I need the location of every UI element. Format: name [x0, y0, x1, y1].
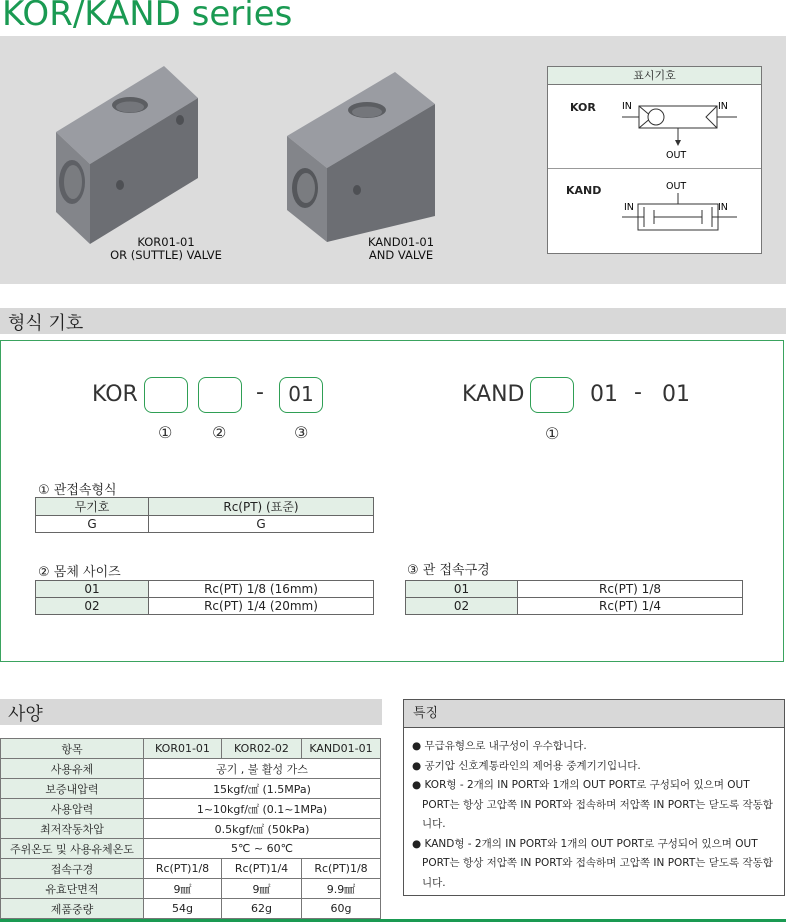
kor-valve-image	[50, 64, 200, 244]
table-cell: 9.9㎟	[302, 879, 381, 899]
kand-num-1: ①	[545, 424, 560, 443]
table-cell: 54g	[144, 899, 222, 919]
kor-code-box-3: 01	[279, 377, 323, 413]
table-row	[1, 759, 381, 779]
table-row	[406, 598, 743, 615]
features-list	[404, 728, 784, 893]
spec-table	[0, 738, 381, 919]
bottom-rule	[0, 919, 786, 922]
table-cell: 보증내압력	[1, 779, 144, 799]
kand-part-2: 01	[590, 382, 618, 407]
kand-code-box-1	[530, 377, 574, 413]
table-cell: Rc(PT)1/4	[222, 859, 302, 879]
kor-code-box-1	[144, 377, 188, 413]
table-cell: 최저작동차압	[1, 819, 144, 839]
kand-in-right: IN	[718, 202, 728, 213]
kor-prefix: KOR	[92, 382, 138, 407]
table-cell: Rc(PT) 1/4	[518, 598, 743, 615]
spec-title: 사양	[8, 704, 43, 725]
kor-caption-type: OR (SUTTLE) VALVE	[110, 248, 222, 262]
list-item: ● 공기압 신호계통라인의 제어용 중계기기입니다.	[412, 759, 641, 772]
table-cell: 01	[406, 581, 518, 598]
body-size-table	[35, 580, 374, 615]
table-cell: 02	[36, 598, 149, 615]
table-row	[1, 799, 381, 819]
table-cell: 01	[36, 581, 149, 598]
table-cell: 제품중량	[1, 899, 144, 919]
kor-out: OUT	[666, 150, 687, 161]
table-cell: 접속구경	[1, 859, 144, 879]
list-item: ● KOR형 - 2개의 IN PORT와 1개의 OUT PORT로 구성되어 있으며 OUT PORT는 항상 고압쪽 IN PORT와 접속하며 저압쪽 IN PORT는 닫도록 작동합니다.	[412, 779, 773, 830]
table-row	[1, 779, 381, 799]
kand-valve-image	[283, 70, 439, 250]
kand-dash: -	[634, 380, 642, 405]
kor-in-right: IN	[718, 101, 728, 112]
table-cell: 항목	[1, 739, 144, 759]
table-row	[1, 859, 381, 879]
table-cell: 5℃ ~ 60℃	[144, 839, 381, 859]
table-row	[1, 899, 381, 919]
table-cell: KOR02-02	[222, 739, 302, 759]
table-cell: KOR01-01	[144, 739, 222, 759]
table-cell: Rc(PT)1/8	[302, 859, 381, 879]
table-cell: 15kgf/㎠ (1.5MPa)	[144, 779, 381, 799]
features-title: 특징	[404, 700, 784, 728]
list-item: ● 무급유형으로 내구성이 우수합니다.	[412, 740, 587, 752]
kand-symbol-label: KAND	[566, 184, 602, 197]
model-code-title: 형식 기호	[8, 313, 84, 334]
kor-in-left: IN	[622, 101, 632, 112]
table-cell: 사용압력	[1, 799, 144, 819]
table-row	[406, 581, 743, 598]
kor-num-1: ①	[158, 423, 173, 442]
kor-symbol-diagram	[620, 97, 740, 167]
kor-symbol-label: KOR	[570, 101, 596, 114]
kand-caption-model: KAND01-01	[367, 235, 435, 249]
table-cell: 무기호	[36, 498, 149, 516]
table-cell: 0.5kgf/㎠ (50kPa)	[144, 819, 381, 839]
table-row	[1, 839, 381, 859]
kand-symbol-diagram	[620, 179, 740, 249]
kor-code-box-2	[198, 377, 242, 413]
table-cell: 1~10kgf/㎠ (0.1~1MPa)	[144, 799, 381, 819]
port-size-title: ③ 관 접속구경	[407, 563, 490, 578]
kor-num-3: ③	[294, 423, 309, 442]
table-cell: Rc(PT) 1/4 (20mm)	[149, 598, 374, 615]
kor-caption-model: KOR01-01	[137, 235, 195, 249]
table-cell: Rc(PT) 1/8 (16mm)	[149, 581, 374, 598]
table-cell: 60g	[302, 899, 381, 919]
table-cell: 9㎟	[222, 879, 302, 899]
kand-prefix: KAND	[462, 382, 525, 407]
table-cell: Rc(PT) (표준)	[149, 498, 374, 516]
kor-dash: -	[256, 380, 264, 405]
kand-out: OUT	[666, 181, 687, 192]
body-size-title: ② 몸체 사이즈	[38, 565, 121, 580]
table-row	[36, 498, 374, 516]
table-row	[36, 598, 374, 615]
connection-type-title: ① 관접속형식	[38, 483, 117, 498]
table-cell: 공기 , 불 활성 가스	[144, 759, 381, 779]
features-box	[403, 699, 785, 896]
table-cell: G	[149, 516, 374, 533]
port-size-table	[405, 580, 743, 615]
kand-in-left: IN	[624, 202, 634, 213]
table-cell: Rc(PT) 1/8	[518, 581, 743, 598]
table-cell: 사용유체	[1, 759, 144, 779]
symbol-box	[547, 66, 762, 254]
kand-caption-type: AND VALVE	[368, 248, 434, 262]
table-row	[1, 739, 381, 759]
table-cell: Rc(PT)1/8	[144, 859, 222, 879]
table-cell: 02	[406, 598, 518, 615]
table-cell: KAND01-01	[302, 739, 381, 759]
list-item: ● KAND형 - 2개의 IN PORT와 1개의 OUT PORT로 구성되어 있으며 OUT PORT는 항상 저압쪽 IN PORT와 접속하며 고압쪽 IN PORT는 닫도록 작동합니다.	[412, 837, 773, 889]
model-code-bar	[0, 308, 786, 334]
connection-type-table	[35, 497, 374, 533]
table-cell: 62g	[222, 899, 302, 919]
table-cell: 유효단면적	[1, 879, 144, 899]
table-row	[36, 516, 374, 533]
kor-num-2: ②	[212, 423, 227, 442]
table-cell: 9㎟	[144, 879, 222, 899]
table-row	[36, 581, 374, 598]
kand-part-3: 01	[662, 382, 690, 407]
spec-bar	[0, 699, 382, 725]
symbol-divider	[548, 168, 761, 169]
page-title: KOR/KAND series	[2, 0, 293, 34]
table-cell: 주위온도 및 사용유체온도	[1, 839, 144, 859]
table-cell: G	[36, 516, 149, 533]
table-row	[1, 879, 381, 899]
table-row	[1, 819, 381, 839]
symbol-box-header: 표시기호	[548, 67, 761, 85]
